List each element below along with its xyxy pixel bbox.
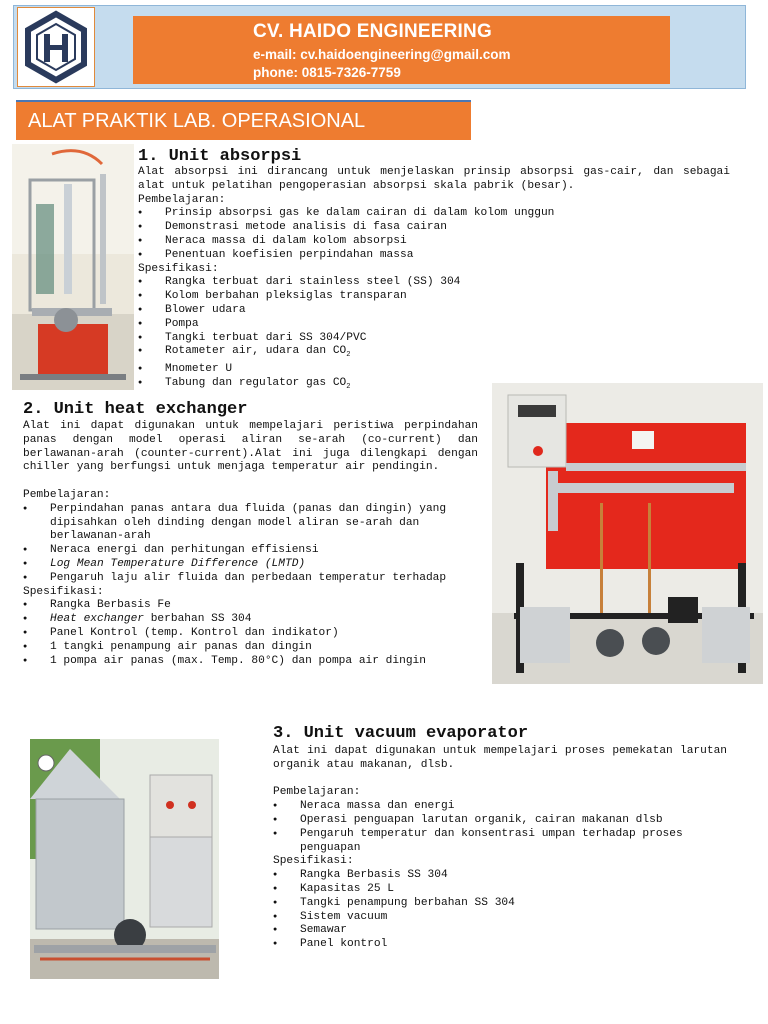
list-item: ● Semawar: [273, 924, 727, 938]
unit2-spec-list: [23, 599, 478, 668]
list-item: ● Prinsip absorpsi gas ke dalam cairan di dalam kolom unggun: [138, 207, 730, 221]
unit1-spec-label: Spesifikasi:: [138, 262, 219, 275]
unit1-learning-label: Pembelajaran:: [138, 193, 226, 206]
list-item: ● Panel kontrol: [273, 938, 727, 952]
unit2-title: 2. Unit heat exchanger: [23, 400, 248, 419]
company-phone: phone: 0815-7326-7759: [253, 65, 401, 80]
list-item: ● Kolom berbahan pleksiglas transparan: [138, 290, 730, 304]
list-item: ● Pompa: [138, 318, 730, 332]
unit3-title: 3. Unit vacuum evaporator: [273, 724, 529, 743]
unit1-spec-list: [138, 276, 730, 395]
list-item: ● Tangki terbuat dari SS 304/PVC: [138, 332, 730, 346]
list-item: ● Rangka Berbasis Fe: [23, 599, 478, 613]
list-item: ● Log Mean Temperature Difference (LMTD): [23, 558, 478, 572]
list-item: ● Neraca massa di dalam kolom absorpsi: [138, 235, 730, 249]
list-item: ● Penentuan koefisien perpindahan massa: [138, 249, 730, 263]
list-item: ● Panel Kontrol (temp. Kontrol dan indikator): [23, 627, 478, 641]
list-item: ● Pengaruh temperatur dan konsentrasi umpan terhadap proses penguapan: [273, 828, 727, 856]
heat-exchanger-photo: [492, 383, 763, 684]
co2-subscript: 2: [346, 383, 351, 392]
list-item: ● 1 pompa air panas (max. Temp. 80°C) dan pompa air dingin: [23, 655, 478, 669]
absorption-unit-photo: [12, 144, 134, 390]
unit2-spec-label: Spesifikasi:: [23, 585, 104, 598]
list-item: ● Neraca energi dan perhitungan effisiensi: [23, 544, 478, 558]
list-item: ● Perpindahan panas antara dua fluida (panas dan dingin) yang dipisahkan oleh dinding dengan model aliran se-arah dan berlawanan-arah: [23, 503, 478, 544]
unit3-text: [273, 745, 727, 952]
list-item: ● Kapasitas 25 L: [273, 883, 727, 897]
list-item: ● Rangka terbuat dari stainless steel (SS) 304: [138, 276, 730, 290]
list-item: ● Operasi penguapan larutan organik, cairan makanan dlsb: [273, 814, 727, 828]
unit1-description: Alat absorpsi ini dirancang untuk menjelaskan prinsip absorpsi gas-cair, dan sebagai alat untuk pelatihan pengoperasian absorpsi skala pabrik (besar).: [138, 166, 730, 192]
unit2-learning-label: Pembelajaran:: [23, 488, 111, 501]
header-contact-panel: [133, 16, 670, 84]
list-item: ● Sistem vacuum: [273, 911, 727, 925]
hexagon-h-logo-icon: [18, 8, 94, 86]
unit3-description: Alat ini dapat digunakan untuk mempelajari proses pemekatan larutan organik atau makanan, dlsb.: [273, 745, 727, 771]
unit2-learning-list: [23, 503, 478, 586]
list-item: [23, 613, 478, 627]
list-item: ● Pengaruh laju alir fluida dan perbedaan temperatur terhadap: [23, 572, 478, 586]
list-item: ● Rangka Berbasis SS 304: [273, 869, 727, 883]
unit1-text: [138, 166, 730, 395]
list-item: ● Demonstrasi metode analisis di fasa cairan: [138, 221, 730, 235]
list-item: [138, 345, 730, 363]
unit1-learning-list: [138, 207, 730, 262]
list-item: ● Neraca massa dan energi: [273, 800, 727, 814]
company-email: e-mail: cv.haidoengineering@gmail.com: [253, 47, 511, 62]
spec-co2-tank-text: Tabung dan regulator gas CO: [165, 377, 347, 390]
vacuum-evaporator-photo: [30, 739, 219, 979]
spec-heat-exchanger-text: Heat exchanger: [50, 613, 144, 626]
company-name: CV. HAIDO ENGINEERING: [253, 21, 492, 42]
unit3-learning-label: Pembelajaran:: [273, 786, 361, 799]
list-item: ● 1 tangki penampung air panas dan dingin: [23, 641, 478, 655]
unit1-title: 1. Unit absorpsi: [138, 147, 302, 166]
unit3-spec-label: Spesifikasi:: [273, 855, 354, 868]
unit3-learning-list: [273, 800, 727, 855]
spec-heat-exchanger-material: berbahan SS 304: [150, 613, 252, 626]
list-item: ● Mnometer U: [138, 363, 730, 377]
spec-rotameter-text: Rotameter air, udara dan CO: [165, 345, 347, 358]
list-item: ● Tangki penampung berbahan SS 304: [273, 897, 727, 911]
unit2-text: [23, 420, 478, 668]
section-banner: ALAT PRAKTIK LAB. OPERASIONAL: [16, 100, 471, 140]
co2-subscript: 2: [346, 351, 351, 360]
company-logo: [17, 7, 95, 87]
list-item: ● Blower udara: [138, 304, 730, 318]
unit2-description: Alat ini dapat digunakan untuk mempelajari peristiwa perpindahan panas dengan model operasi aliran se-arah (co-current) dan berlawanan-arah (counter-current).Alat ini juga dilengkapi dengan chiller yang berfungsi untuk menjaga temperatur air pendingin.: [23, 420, 478, 474]
unit3-spec-list: [273, 869, 727, 952]
